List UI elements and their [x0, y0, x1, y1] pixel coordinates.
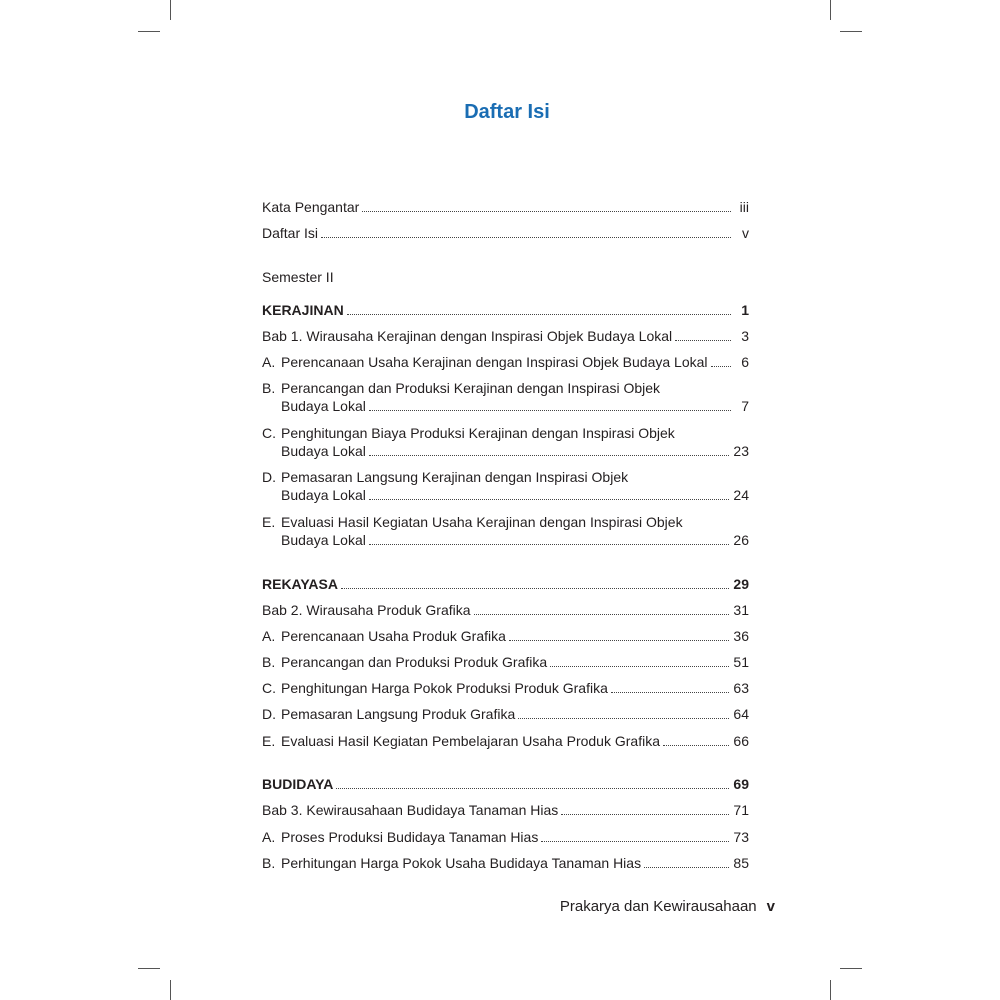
crop-mark — [840, 968, 862, 969]
toc-page-number: 36 — [733, 628, 749, 644]
dot-leader — [509, 640, 730, 641]
crop-mark — [830, 980, 831, 1000]
toc-letter: A. — [262, 628, 276, 644]
page-title: Daftar Isi — [464, 101, 550, 123]
toc-entry-first-line — [262, 513, 683, 531]
toc-label: KERAJINAN — [262, 302, 344, 318]
toc-entry[interactable] — [262, 828, 749, 846]
toc-page-number: 31 — [733, 602, 749, 618]
toc-letter: C. — [262, 680, 276, 696]
dot-leader — [341, 588, 729, 589]
toc-label: Kata Pengantar — [262, 199, 360, 215]
toc-entry[interactable] — [262, 575, 749, 593]
toc-label: Penghitungan Harga Pokok Produksi Produk Grafika — [281, 680, 608, 696]
dot-leader — [611, 692, 730, 693]
dot-leader — [550, 666, 729, 667]
toc-entry[interactable] — [262, 653, 749, 671]
toc-page-number: 23 — [733, 443, 749, 459]
dot-leader — [362, 211, 731, 212]
toc-page-number: 24 — [733, 487, 749, 503]
toc-entry[interactable] — [262, 397, 749, 415]
toc-label: Daftar Isi — [262, 225, 319, 241]
dot-leader — [336, 788, 729, 789]
dot-leader — [644, 867, 729, 868]
toc-label: Pemasaran Langsung Produk Grafika — [281, 706, 516, 722]
toc-label: Proses Produksi Budidaya Tanaman Hias — [281, 829, 539, 845]
toc-label-line1: Pemasaran Langsung Kerajinan dengan Inspirasi Objek — [281, 469, 629, 485]
toc-entry[interactable] — [262, 801, 749, 819]
toc-letter: B. — [262, 380, 276, 396]
footer-page-number: v — [766, 898, 775, 915]
toc-letter: D. — [262, 469, 276, 485]
toc-page-number: 29 — [733, 576, 749, 592]
dot-leader — [474, 614, 730, 615]
book-title: Prakarya dan Kewirausahaan — [559, 898, 757, 915]
toc-page-number: 3 — [741, 328, 749, 344]
toc-entry[interactable] — [262, 327, 749, 345]
toc-letter: B. — [262, 855, 276, 871]
toc-entry[interactable] — [262, 679, 749, 697]
toc-page-number: 26 — [733, 532, 749, 548]
toc-letter: E. — [262, 514, 276, 530]
toc-label: Budaya Lokal — [281, 487, 366, 503]
toc-letter: E. — [262, 733, 276, 749]
toc-entry[interactable] — [262, 627, 749, 645]
toc-letter: A. — [262, 354, 276, 370]
toc-page-number: 6 — [741, 354, 749, 370]
toc-entry[interactable] — [262, 486, 749, 504]
toc-page-number: 7 — [741, 398, 749, 414]
toc-page-number: 73 — [733, 829, 749, 845]
toc-entry-first-line — [262, 424, 675, 442]
toc-letter: B. — [262, 654, 276, 670]
toc-label: Budaya Lokal — [281, 443, 366, 459]
toc-letter: D. — [262, 706, 276, 722]
dot-leader — [321, 237, 731, 238]
toc-entry-first-line — [262, 379, 660, 397]
crop-mark — [138, 31, 160, 32]
toc-label: Budaya Lokal — [281, 398, 366, 414]
toc-entry[interactable] — [262, 531, 749, 549]
toc-label: Bab 1. Wirausaha Kerajinan dengan Inspirasi Objek Budaya Lokal — [262, 328, 673, 344]
toc-label: Perancangan dan Produksi Produk Grafika — [281, 654, 548, 670]
toc-entry[interactable] — [262, 854, 749, 872]
toc-label: Perencanaan Usaha Produk Grafika — [281, 628, 506, 644]
dot-leader — [369, 410, 731, 411]
toc-label-line1: Penghitungan Biaya Produksi Kerajinan dengan Inspirasi Objek — [281, 425, 675, 441]
toc-label: Perhitungan Harga Pokok Usaha Budidaya Tanaman Hias — [281, 855, 642, 871]
crop-mark — [830, 0, 831, 20]
crop-mark — [840, 31, 862, 32]
toc-label: Budaya Lokal — [281, 532, 366, 548]
toc-label: BUDIDAYA — [262, 776, 334, 792]
dot-leader — [369, 499, 730, 500]
toc-page-number: v — [742, 225, 749, 241]
toc-label: REKAYASA — [262, 576, 338, 592]
crop-mark — [170, 980, 171, 1000]
semester-heading: Semester II — [262, 269, 334, 285]
toc-label: Bab 3. Kewirausahaan Budidaya Tanaman Hias — [262, 802, 559, 818]
toc-letter: A. — [262, 829, 276, 845]
toc-label: Perencanaan Usaha Kerajinan dengan Inspirasi Objek Budaya Lokal — [281, 354, 708, 370]
toc-entry[interactable] — [262, 705, 749, 723]
toc-entry-kata-pengantar[interactable] — [262, 198, 749, 216]
dot-leader — [369, 544, 730, 545]
toc-label-line1: Evaluasi Hasil Kegiatan Usaha Kerajinan dengan Inspirasi Objek — [281, 514, 683, 530]
dot-leader — [663, 745, 729, 746]
toc-entry[interactable] — [262, 353, 749, 371]
toc-entry[interactable] — [262, 732, 749, 750]
toc-label-line1: Perancangan dan Produksi Kerajinan dengan Inspirasi Objek — [281, 380, 661, 396]
toc-entry-first-line — [262, 468, 628, 486]
dot-leader — [518, 718, 729, 719]
toc-label: Bab 2. Wirausaha Produk Grafika — [262, 602, 471, 618]
toc-page-number: 69 — [733, 776, 749, 792]
toc-page-number: 71 — [733, 802, 749, 818]
toc-entry[interactable] — [262, 601, 749, 619]
toc-entry[interactable] — [262, 442, 749, 460]
toc-page-number: 66 — [733, 733, 749, 749]
toc-page-number: 63 — [733, 680, 749, 696]
toc-page-number: 1 — [741, 302, 749, 318]
toc-entry[interactable] — [262, 775, 749, 793]
dot-leader — [561, 814, 729, 815]
toc-label: Evaluasi Hasil Kegiatan Pembelajaran Usaha Produk Grafika — [281, 733, 660, 749]
crop-mark — [170, 0, 171, 20]
page-footer — [560, 898, 775, 915]
toc-page-number: 85 — [733, 855, 749, 871]
dot-leader — [541, 841, 729, 842]
toc-entry-daftar-isi[interactable] — [262, 224, 749, 242]
toc-letter: C. — [262, 425, 276, 441]
toc-page-number: 64 — [733, 706, 749, 722]
toc-page-number: 51 — [733, 654, 749, 670]
dot-leader — [711, 366, 731, 367]
dot-leader — [369, 455, 730, 456]
dot-leader — [347, 314, 731, 315]
toc-page-number: iii — [739, 199, 749, 215]
crop-mark — [138, 968, 160, 969]
toc-entry[interactable] — [262, 301, 749, 319]
dot-leader — [675, 340, 731, 341]
